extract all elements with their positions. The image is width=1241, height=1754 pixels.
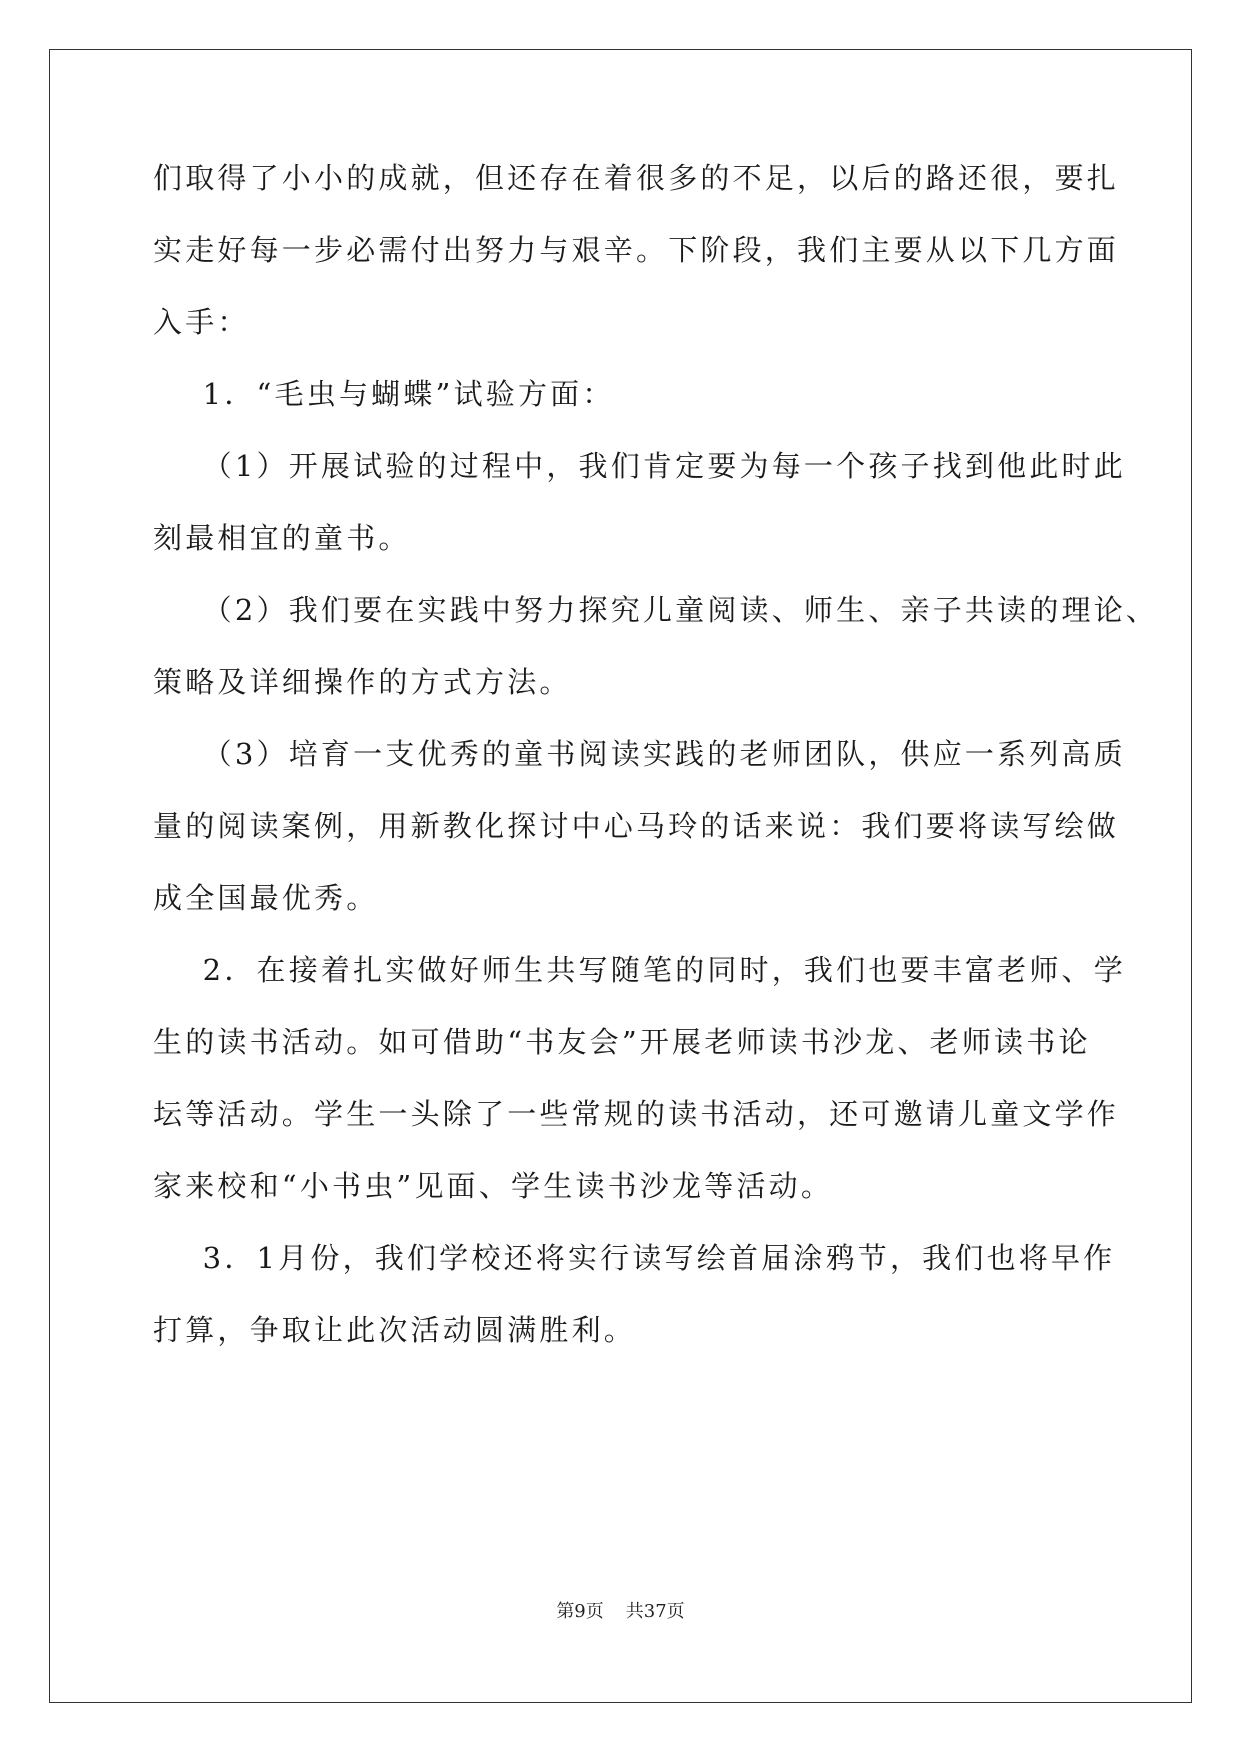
page-border (49, 49, 1192, 1703)
text-line: （2）我们要在实践中努力探究儿童阅读、师生、亲子共读的理论、 (153, 593, 1159, 627)
text-line: 们取得了小小的成就，但还存在着很多的不足，以后的路还很，要扎 (153, 161, 1120, 195)
text-line: 成全国最优秀。 (153, 881, 379, 915)
text-line: 入手： (153, 305, 250, 339)
text-line: 2．在接着扎实做好师生共写随笔的同时，我们也要丰富老师、学 (153, 953, 1126, 987)
text-line: （3）培育一支优秀的童书阅读实践的老师团队，供应一系列高质 (153, 737, 1126, 771)
text-line: 量的阅读案例，用新教化探讨中心马玲的话来说：我们要将读写绘做 (153, 809, 1120, 843)
text-line: 打算，争取让此次活动圆满胜利。 (153, 1313, 637, 1347)
page-footer (0, 1600, 1241, 1624)
text-line: 3．1月份，我们学校还将实行读写绘首届涂鸦节，我们也将早作 (153, 1241, 1116, 1275)
text-line: （1）开展试验的过程中，我们肯定要为每一个孩子找到他此时此 (153, 449, 1126, 483)
text-line: 实走好每一步必需付出努力与艰辛。下阶段，我们主要从以下几方面 (153, 233, 1120, 267)
text-line: 生的读书活动。如可借助“书友会”开展老师读书沙龙、老师读书论 (153, 1025, 1091, 1059)
section-heading: 1．“毛虫与蝴蝶”试验方面： (153, 377, 615, 411)
page-number: 第9页 (556, 1601, 604, 1622)
total-pages: 共37页 (625, 1601, 685, 1622)
text-line: 家来校和“小书虫”见面、学生读书沙龙等活动。 (153, 1169, 834, 1203)
text-line: 坛等活动。学生一头除了一些常规的读书活动，还可邀请儿童文学作 (153, 1097, 1120, 1131)
text-line: 策略及详细操作的方式方法。 (153, 665, 572, 699)
text-line: 刻最相宜的童书。 (153, 521, 411, 555)
